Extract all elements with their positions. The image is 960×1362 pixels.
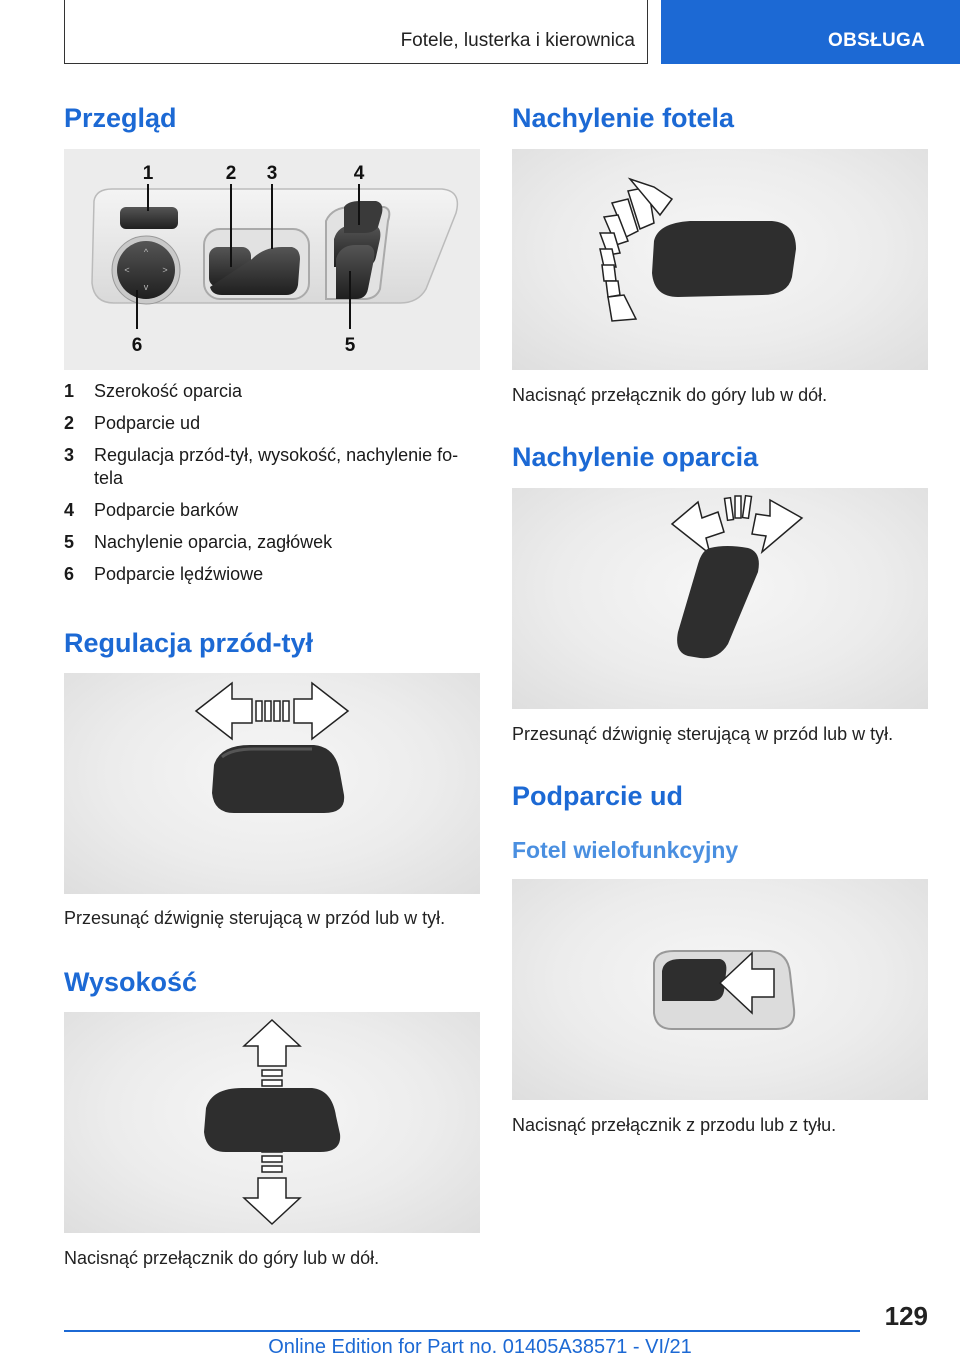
legend-text: Podparcie barków	[94, 500, 239, 520]
subheading-multifunction-seat: Fotel wielofunkcyjny	[512, 837, 739, 863]
edition-footer: Online Edition for Part no. 01405A38571 - VI/21	[268, 1336, 692, 1358]
legend-item	[64, 531, 480, 554]
heading-overview: Przegląd	[64, 103, 177, 133]
legend-num: 6	[64, 564, 75, 584]
svg-text:^: ^	[143, 247, 149, 257]
running-header	[64, 0, 648, 64]
caption-height: Nacisnąć przełącznik do góry lub w dół.	[64, 1248, 380, 1268]
figure-thigh-support-switch	[512, 879, 928, 1100]
callout-1: 1	[142, 163, 154, 184]
legend-num: 2	[64, 413, 75, 433]
callout-6: 6	[131, 335, 143, 356]
callout-2: 2	[225, 163, 237, 184]
overview-legend	[64, 380, 480, 595]
legend-item	[64, 380, 480, 403]
legend-item	[64, 499, 480, 522]
callout-3: 3	[266, 163, 278, 184]
heading-seat-tilt: Nachylenie fotela	[512, 103, 735, 133]
legend-text: Podparcie lędźwiowe	[94, 564, 264, 584]
figure-backrest-switch	[512, 488, 928, 709]
legend-num: 4	[64, 500, 75, 520]
svg-text:v: v	[143, 282, 149, 292]
legend-text: Regulacja przód-tył, wysokość, nachylenie fo- tela	[94, 445, 459, 488]
caption-seat-tilt: Nacisnąć przełącznik do góry lub w dół.	[512, 385, 828, 405]
legend-text: Szerokość oparcia	[94, 381, 243, 401]
heading-height: Wysokość	[64, 967, 198, 997]
figure-seat-controls-overview	[64, 149, 480, 370]
svg-text:<: <	[124, 265, 130, 275]
figure-height-switch	[64, 1012, 480, 1233]
heading-backrest-tilt: Nachylenie oparcia	[512, 442, 759, 472]
svg-text:>: >	[162, 265, 168, 275]
legend-num: 5	[64, 532, 75, 552]
heading-fore-aft: Regulacja przód-tył	[64, 628, 314, 658]
legend-text: Podparcie ud	[94, 413, 201, 433]
legend-item	[64, 412, 480, 435]
figure-seat-tilt-switch	[512, 149, 928, 370]
caption-fore-aft: Przesunąć dźwignię sterującą w przód lub w tył.	[64, 908, 446, 928]
footer-divider	[64, 1330, 860, 1332]
caption-thigh-support: Nacisnąć przełącznik z przodu lub z tyłu.	[512, 1115, 837, 1135]
heading-thigh-support: Podparcie ud	[512, 781, 684, 811]
caption-backrest-tilt: Przesunąć dźwignię sterującą w przód lub w tył.	[512, 724, 894, 744]
legend-text: Nachylenie oparcia, zagłówek	[94, 532, 333, 552]
callout-5: 5	[344, 335, 356, 356]
section-title: Fotele, lusterka i kierownica	[400, 30, 635, 51]
page-number: 129	[884, 1301, 928, 1331]
callout-4: 4	[353, 163, 365, 184]
legend-num: 3	[64, 445, 75, 465]
chapter-tab[interactable]: OBSŁUGA	[661, 0, 960, 64]
legend-item	[64, 444, 480, 490]
curved-horizontal-arrow-icon	[672, 496, 802, 554]
legend-num: 1	[64, 381, 75, 401]
double-horizontal-arrow-icon	[196, 683, 348, 739]
figure-fore-aft-switch	[64, 673, 480, 894]
legend-item	[64, 563, 480, 586]
